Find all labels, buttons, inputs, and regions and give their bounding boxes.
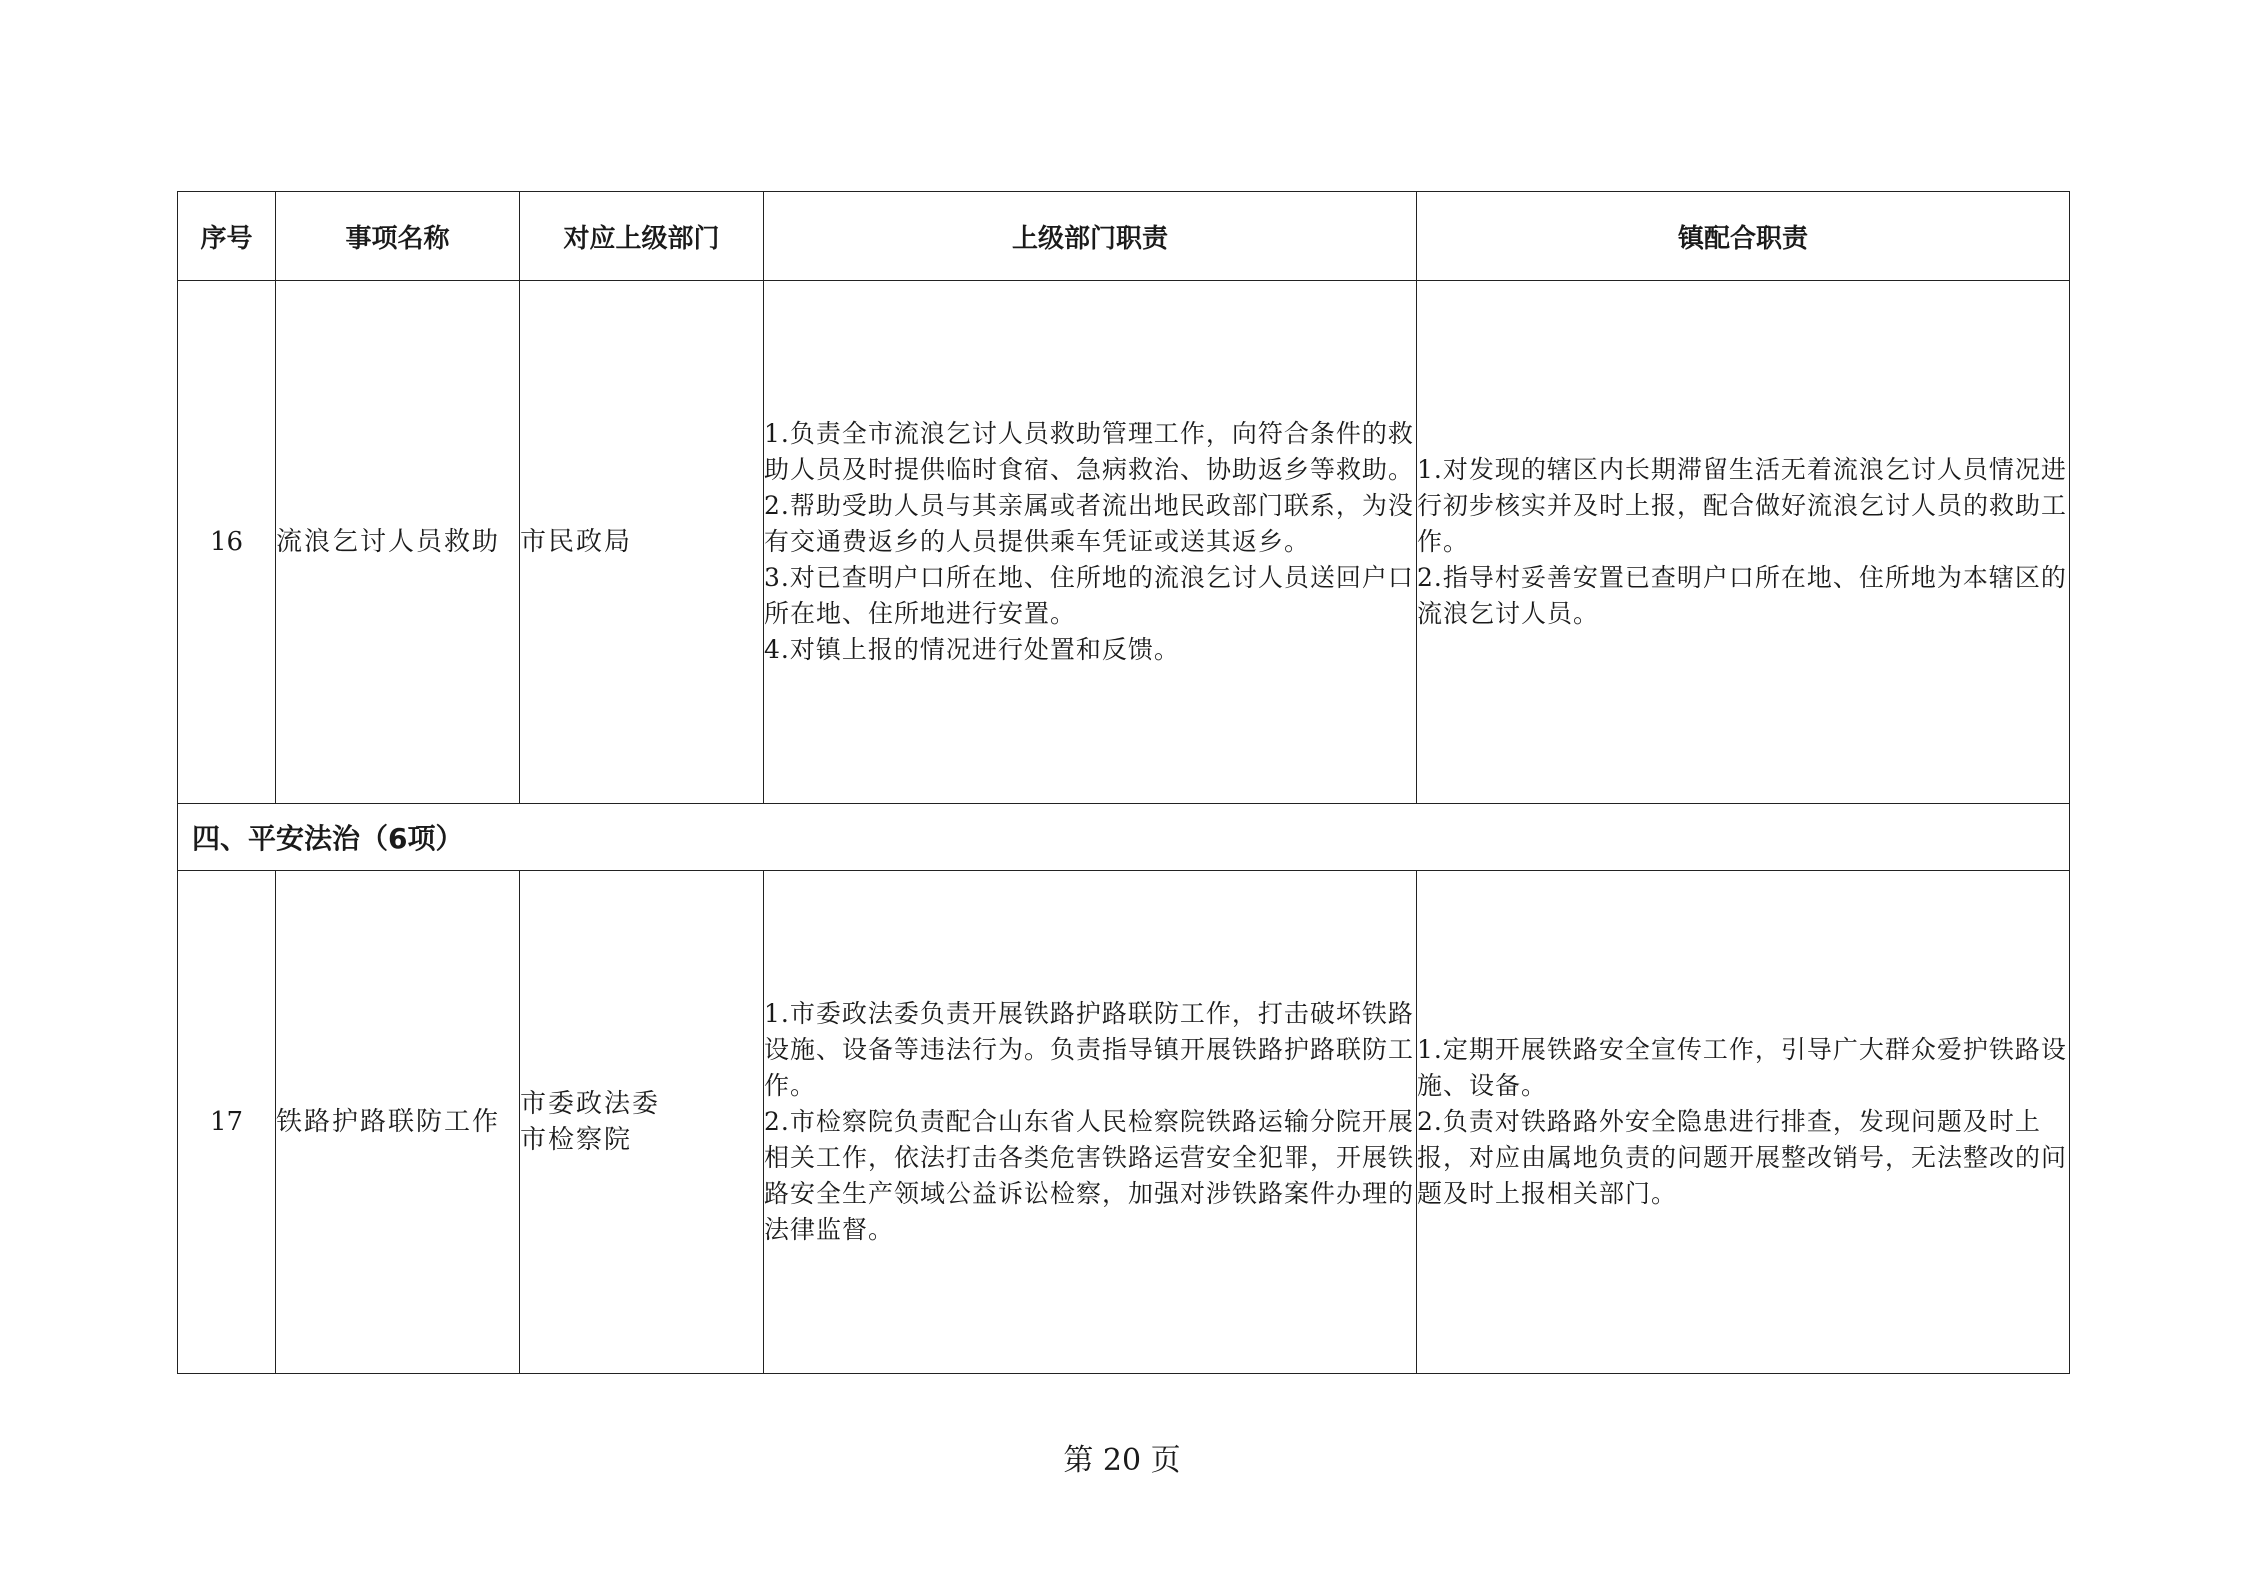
header-superior-department: 对应上级部门 (520, 192, 764, 281)
duty-item: 1.负责全市流浪乞讨人员救助管理工作，向符合条件的救助人员及时提供临时食宿、急病救治、协助返乡等救助。 (764, 419, 1415, 484)
row-town-duties (1417, 281, 2070, 804)
row-number: 16 (178, 281, 276, 804)
table-row (178, 871, 2070, 1374)
header-superior-duties: 上级部门职责 (764, 192, 1417, 281)
duty-item: 1.市委政法委负责开展铁路护路联防工作，打击破坏铁路设施、设备等违法行为。负责指导镇开展铁路护路联防工作。 (764, 999, 1415, 1100)
duty-item: 1.定期开展铁路安全宣传工作，引导广大群众爱护铁路设施、设备。 (1417, 1035, 2067, 1100)
row-town-duties (1417, 871, 2070, 1374)
row-item-name: 流浪乞讨人员救助 (276, 281, 520, 804)
row-departments (520, 871, 764, 1374)
duty-item: 1.对发现的辖区内长期滞留生活无着流浪乞讨人员情况进行初步核实并及时上报，配合做好流浪乞讨人员的救助工作。 (1417, 455, 2068, 556)
duty-item: 3.对已查明户口所在地、住所地的流浪乞讨人员送回户口所在地、住所地进行安置。 (764, 563, 1414, 628)
section-heading: 四、平安法治（6项） (178, 804, 2070, 871)
table-row (178, 281, 2070, 804)
table-header-row (178, 192, 2070, 281)
duty-item: 4.对镇上报的情况进行处置和反馈。 (764, 635, 1180, 664)
row-item-name: 铁路护路联防工作 (276, 871, 520, 1374)
row-superior-duties (764, 281, 1417, 804)
section-heading-row (178, 804, 2070, 871)
department-name: 市委政法委 (520, 1089, 661, 1119)
row-superior-duties (764, 871, 1417, 1374)
header-item-name: 事项名称 (276, 192, 520, 281)
department-name: 市检察院 (520, 1125, 633, 1155)
row-number: 17 (178, 871, 276, 1374)
duty-item: 2.指导村妥善安置已查明户口所在地、住所地为本辖区的流浪乞讨人员。 (1417, 563, 2067, 628)
duty-item: 2.帮助受助人员与其亲属或者流出地民政部门联系，为没有交通费返乡的人员提供乘车凭证或送其返乡。 (764, 491, 1414, 556)
page-number: 第 20 页 (1063, 1443, 1181, 1478)
row-departments (520, 281, 764, 804)
duty-table (177, 191, 2070, 1374)
header-town-duties: 镇配合职责 (1417, 192, 2070, 281)
duty-item: 2.负责对铁路路外安全隐患进行排查，发现问题及时上报，对应由属地负责的问题开展整改销号，无法整改的问题及时上报相关部门。 (1417, 1107, 2068, 1208)
duty-item: 2.市检察院负责配合山东省人民检察院铁路运输分院开展相关工作，依法打击各类危害铁路运营安全犯罪，开展铁路安全生产领域公益诉讼检察，加强对涉铁路案件办理的法律监督。 (764, 1107, 1415, 1244)
department-name: 市民政局 (520, 527, 633, 557)
header-number: 序号 (178, 192, 276, 281)
